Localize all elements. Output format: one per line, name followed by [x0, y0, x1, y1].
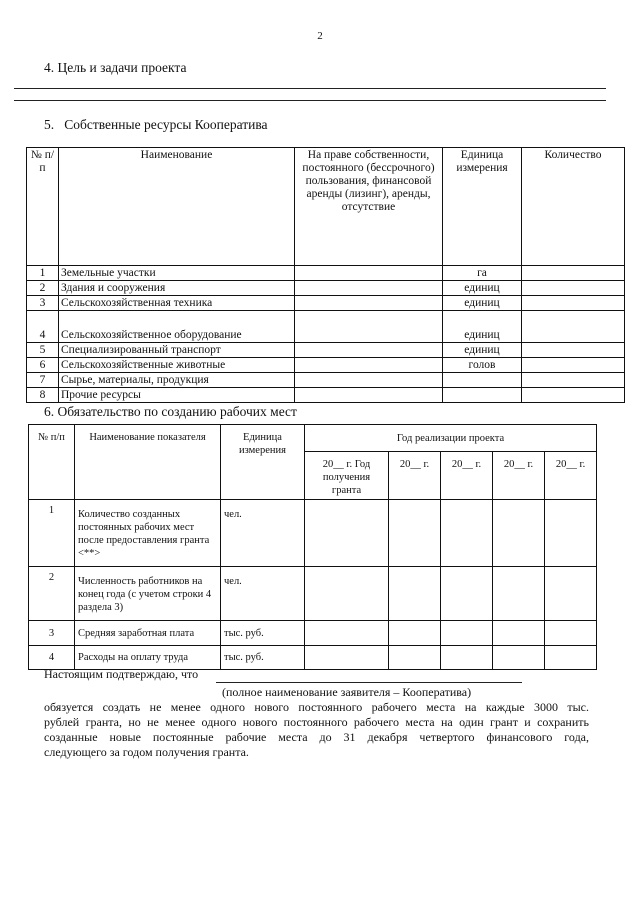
fill-line: [14, 88, 606, 89]
applicant-name-line: [216, 682, 522, 683]
year-cell: [389, 646, 441, 670]
table-row: [27, 388, 625, 403]
header-year-4: 20__ г.: [493, 452, 545, 500]
header-unit: Единица измерения: [221, 425, 305, 500]
row-quantity-cell: [522, 296, 625, 311]
row-quantity-cell: [522, 388, 625, 403]
year-cell: [545, 646, 597, 670]
year-cell: [493, 500, 545, 567]
year-cell: [493, 646, 545, 670]
confirmation-line: рублей гранта, но не менее одного нового постоянного рабочего места на один грант и сохранить: [44, 715, 589, 729]
row-indicator: Количество созданных постоянных рабочих мест после предоставления гранта <**>: [75, 500, 221, 567]
year-cell: [305, 500, 389, 567]
year-cell: [389, 500, 441, 567]
header-year-group: Год реализации проекта: [305, 425, 597, 452]
row-ownership-cell: [295, 281, 443, 296]
row-num: 3: [29, 621, 75, 646]
row-unit: тыс. руб.: [221, 621, 305, 646]
row-name: Сырье, материалы, продукция: [59, 373, 295, 388]
row-num: 4: [29, 646, 75, 670]
table-row: [29, 646, 597, 670]
year-cell: [305, 621, 389, 646]
year-cell: [545, 500, 597, 567]
header-indicator: Наименование показателя: [75, 425, 221, 500]
year-cell: [441, 646, 493, 670]
confirmation-line: созданные новые постоянные рабочие места до 31 декабря четвертого финансового года,: [44, 730, 589, 744]
header-year-5: 20__ г.: [545, 452, 597, 500]
row-quantity-cell: [522, 311, 625, 343]
table-header-row: [29, 425, 597, 452]
table-row: [29, 500, 597, 567]
table-row: [29, 567, 597, 621]
year-cell: [441, 567, 493, 621]
own-resources-table: [26, 147, 625, 403]
row-ownership-cell: [295, 358, 443, 373]
table-row: [27, 373, 625, 388]
row-indicator: Средняя заработная плата: [75, 621, 221, 646]
table-row: [27, 358, 625, 373]
header-quantity: Количество: [522, 148, 625, 266]
header-unit: Единица измерения: [443, 148, 522, 266]
row-num: 5: [27, 343, 59, 358]
table-row: [29, 621, 597, 646]
year-cell: [389, 621, 441, 646]
row-name: Земельные участки: [59, 266, 295, 281]
row-unit: га: [443, 266, 522, 281]
section-4-title: 4. Цель и задачи проекта: [44, 60, 187, 75]
year-cell: [441, 621, 493, 646]
row-indicator: Расходы на оплату труда: [75, 646, 221, 670]
header-year-3: 20__ г.: [441, 452, 493, 500]
row-ownership-cell: [295, 388, 443, 403]
year-cell: [545, 621, 597, 646]
row-quantity-cell: [522, 343, 625, 358]
row-unit: тыс. руб.: [221, 646, 305, 670]
row-quantity-cell: [522, 266, 625, 281]
year-cell: [441, 500, 493, 567]
table-row: [27, 281, 625, 296]
year-cell: [305, 567, 389, 621]
confirmation-lead: Настоящим подтверждаю, что: [44, 667, 199, 681]
header-year-2: 20__ г.: [389, 452, 441, 500]
table-header-row: [27, 148, 625, 266]
row-unit: [443, 388, 522, 403]
confirmation-line: обязуется создать не менее одного нового постоянного рабочего места на каждые 3000 тыс.: [44, 700, 589, 714]
row-num: 7: [27, 373, 59, 388]
jobs-commitment-table: [28, 424, 597, 670]
row-name: Сельскохозяйственные животные: [59, 358, 295, 373]
header-ownership: На праве собственности, постоянного (бессрочного) пользования, финансовой аренды (лизинг), аренды, отсутствие: [295, 148, 443, 266]
row-num: 2: [27, 281, 59, 296]
row-name: Сельскохозяйственная техника: [59, 296, 295, 311]
row-ownership-cell: [295, 343, 443, 358]
year-cell: [493, 621, 545, 646]
year-cell: [389, 567, 441, 621]
header-year-1: 20__ г. Год получения гранта: [305, 452, 389, 500]
year-cell: [305, 646, 389, 670]
header-num: № п/п: [27, 148, 59, 266]
row-unit: единиц: [443, 281, 522, 296]
row-unit: голов: [443, 358, 522, 373]
row-ownership-cell: [295, 373, 443, 388]
row-quantity-cell: [522, 373, 625, 388]
row-ownership-cell: [295, 266, 443, 281]
row-unit: [443, 373, 522, 388]
row-name: Сельскохозяйственное оборудование: [59, 311, 295, 343]
applicant-name-caption: (полное наименование заявителя – Кооператива): [222, 685, 472, 699]
row-unit: чел.: [221, 500, 305, 567]
section-6-title: 6. Обязательство по созданию рабочих мест: [44, 404, 297, 419]
confirmation-line: следующего за годом получения гранта.: [44, 745, 249, 759]
row-num: 1: [29, 500, 75, 567]
row-indicator: Численность работников на конец года (с учетом строки 4 раздела 3): [75, 567, 221, 621]
table-row: [27, 311, 625, 343]
table-row: [27, 343, 625, 358]
row-unit: единиц: [443, 343, 522, 358]
year-cell: [545, 567, 597, 621]
row-num: 1: [27, 266, 59, 281]
row-quantity-cell: [522, 281, 625, 296]
row-num: 2: [29, 567, 75, 621]
header-num: № п/п: [29, 425, 75, 500]
row-name: Специализированный транспорт: [59, 343, 295, 358]
row-num: 3: [27, 296, 59, 311]
table-row: [27, 296, 625, 311]
table-row: [27, 266, 625, 281]
row-num: 8: [27, 388, 59, 403]
header-name: Наименование: [59, 148, 295, 266]
row-unit: единиц: [443, 296, 522, 311]
fill-line: [14, 100, 606, 101]
row-name: Прочие ресурсы: [59, 388, 295, 403]
row-quantity-cell: [522, 358, 625, 373]
year-cell: [493, 567, 545, 621]
row-unit: чел.: [221, 567, 305, 621]
row-num: 4: [27, 311, 59, 343]
row-ownership-cell: [295, 296, 443, 311]
row-unit: единиц: [443, 311, 522, 343]
page-number: 2: [317, 30, 323, 42]
row-name: Здания и сооружения: [59, 281, 295, 296]
section-5-title: 5. Собственные ресурсы Кооператива: [44, 117, 268, 132]
row-num: 6: [27, 358, 59, 373]
row-ownership-cell: [295, 311, 443, 343]
